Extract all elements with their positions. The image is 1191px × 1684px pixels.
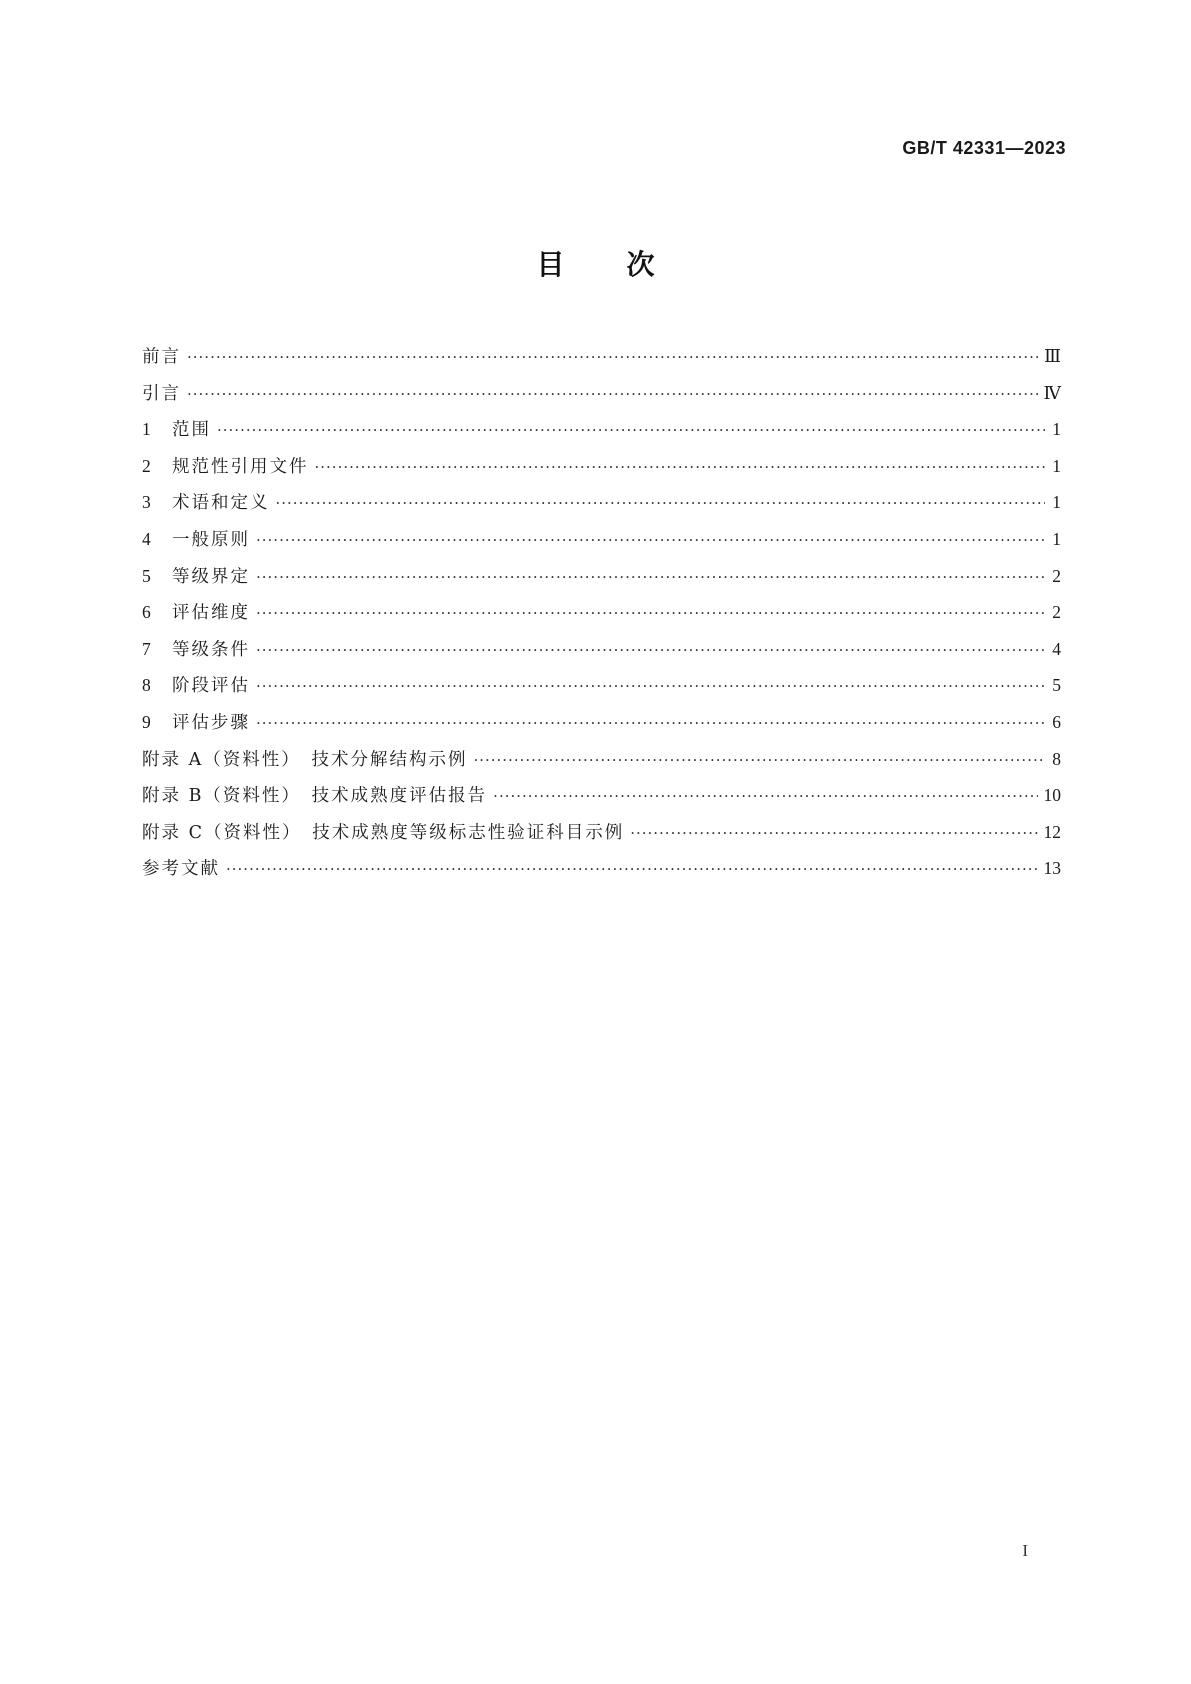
toc-entry-label: 引言 — [142, 383, 181, 404]
toc-dot-leader — [187, 376, 1038, 413]
toc-entry-section-1[interactable] — [142, 411, 1061, 448]
document-code: GB/T 42331—2023 — [902, 138, 1066, 158]
toc-entry-label: 一般原则 — [172, 529, 250, 550]
toc-entry-label: 评估步骤 — [172, 712, 250, 733]
toc-entry-page: 2 — [1052, 602, 1061, 623]
toc-dot-leader — [217, 412, 1045, 449]
toc-entry-preface[interactable] — [142, 338, 1061, 375]
toc-entry-section-3[interactable] — [142, 484, 1061, 521]
toc-entry-page: 5 — [1052, 675, 1061, 696]
toc-entry-page: 13 — [1043, 858, 1061, 879]
toc-entry-label: 参考文献 — [142, 859, 220, 880]
toc-entry-label: 附录 B（资料性） 技术成熟度评估报告 — [142, 786, 488, 807]
toc-entry-label: 阶段评估 — [172, 676, 250, 697]
toc-dot-leader — [256, 668, 1045, 705]
toc-entry-appendix-c[interactable] — [142, 814, 1061, 851]
toc-entry-section-5[interactable] — [142, 558, 1061, 595]
toc-entry-page: 1 — [1052, 419, 1061, 440]
toc-entry-label: 附录 A（资料性） 技术分解结构示例 — [142, 749, 468, 770]
toc-entry-label: 评估维度 — [172, 603, 250, 624]
toc-entry-label: 术语和定义 — [172, 493, 270, 514]
page-number: I — [1022, 1541, 1028, 1560]
toc-entry-number: 3 — [142, 492, 151, 513]
toc-entry-label: 附录 C（资料性） 技术成熟度等级标志性验证科目示例 — [142, 822, 625, 843]
toc-entry-number: 8 — [142, 675, 151, 696]
toc-entry-appendix-b[interactable] — [142, 777, 1061, 814]
toc-entry-page: Ⅲ — [1044, 346, 1061, 366]
toc-entry-section-9[interactable] — [142, 704, 1061, 741]
toc-entry-appendix-a[interactable] — [142, 741, 1061, 778]
toc-dot-leader — [256, 595, 1045, 632]
toc-entry-number: 5 — [142, 565, 151, 586]
toc-entry-page: 10 — [1043, 785, 1061, 806]
toc-entry-number: 2 — [142, 455, 151, 476]
toc-entry-page: 2 — [1052, 565, 1061, 586]
toc-entry-page: 1 — [1052, 455, 1061, 476]
toc-entry-label: 等级条件 — [172, 639, 250, 660]
toc-entry-section-7[interactable] — [142, 631, 1061, 668]
toc-entry-section-4[interactable] — [142, 521, 1061, 558]
toc-entry-label: 等级界定 — [172, 566, 250, 587]
toc-entry-number: 1 — [142, 419, 151, 440]
toc-entry-page: 8 — [1052, 748, 1061, 769]
toc-dot-leader — [226, 851, 1038, 888]
toc-entry-page: 12 — [1043, 821, 1061, 842]
table-of-contents — [142, 338, 1061, 887]
toc-entry-label: 前言 — [142, 347, 181, 367]
toc-dot-leader — [276, 485, 1046, 522]
toc-entry-page: 6 — [1052, 711, 1061, 732]
toc-dot-leader — [473, 742, 1045, 779]
toc-entry-page: 1 — [1052, 492, 1061, 513]
toc-entry-number: 9 — [142, 711, 151, 732]
toc-dot-leader — [187, 339, 1038, 376]
toc-entry-bibliography[interactable] — [142, 850, 1061, 887]
toc-entry-section-6[interactable] — [142, 594, 1061, 631]
toc-entry-page: Ⅳ — [1043, 382, 1061, 403]
toc-entry-section-2[interactable] — [142, 448, 1061, 485]
toc-dot-leader — [493, 778, 1037, 815]
toc-entry-label: 范围 — [172, 420, 211, 441]
toc-dot-leader — [315, 449, 1046, 486]
toc-dot-leader — [256, 522, 1045, 559]
page-title: 目次 — [536, 248, 717, 281]
toc-entry-number: 6 — [142, 602, 151, 623]
toc-entry-page: 4 — [1052, 638, 1061, 659]
toc-dot-leader — [256, 632, 1045, 669]
toc-entry-section-8[interactable] — [142, 667, 1061, 704]
toc-entry-number: 7 — [142, 638, 151, 659]
toc-dot-leader — [630, 815, 1037, 852]
toc-entry-number: 4 — [142, 528, 151, 549]
toc-entry-page: 1 — [1052, 528, 1061, 549]
toc-dot-leader — [256, 705, 1045, 742]
toc-dot-leader — [256, 559, 1045, 596]
toc-entry-introduction[interactable] — [142, 375, 1061, 412]
toc-entry-label: 规范性引用文件 — [172, 456, 309, 477]
